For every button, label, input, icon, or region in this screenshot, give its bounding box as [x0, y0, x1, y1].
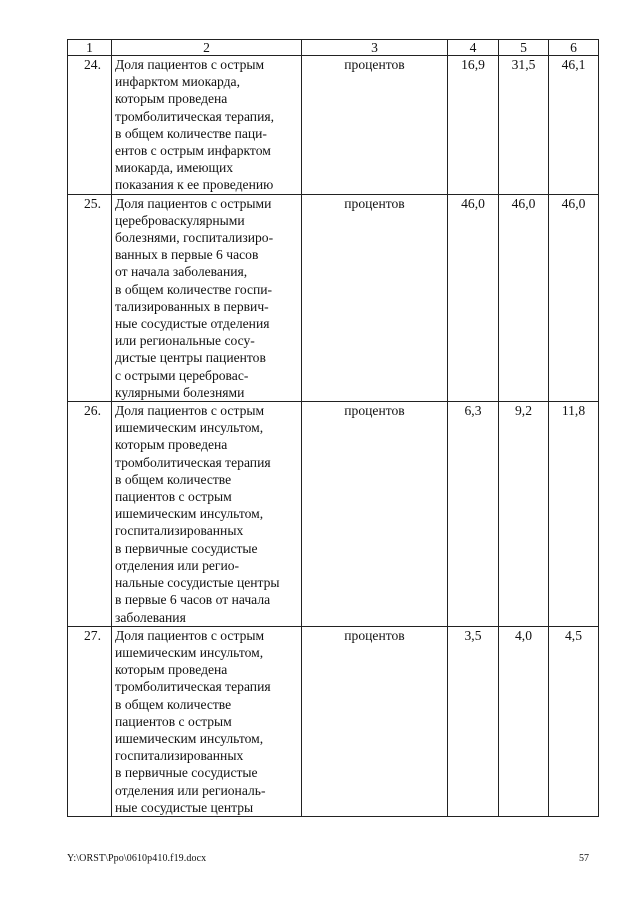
indicator-name-line: дистые центры пациентов — [115, 350, 266, 366]
indicator-name-line: в общем количестве госпи- — [115, 281, 273, 297]
indicator-name-line: которым проведена — [115, 91, 228, 107]
value-col4: 46,0 — [448, 194, 499, 401]
unit-cell: процентов — [302, 402, 448, 627]
indicator-name-line: в общем количестве — [115, 696, 232, 712]
indicator-name-line: ишемическим инсультом, — [115, 420, 264, 436]
value-col5: 9,2 — [499, 402, 549, 627]
indicator-name-line: ные сосудистые отделения — [115, 316, 270, 332]
indicator-name — [112, 56, 302, 195]
indicator-name-line: или региональные сосу- — [115, 333, 255, 349]
indicator-name-line: болезнями, госпитализиро- — [115, 230, 274, 246]
row-number: 27. — [68, 626, 112, 816]
indicator-name-line: пациентов с острым — [115, 713, 232, 729]
indicator-name-line: которым проведена — [115, 437, 228, 453]
table-row — [68, 56, 599, 195]
indicator-name-line: показания к ее проведению — [115, 177, 274, 193]
indicator-name-line: инфарктом миокарда, — [115, 74, 240, 90]
indicator-name-line: в общем количестве — [115, 471, 232, 487]
table-row — [68, 402, 599, 627]
indicator-name — [112, 194, 302, 401]
page-number: 57 — [579, 853, 589, 864]
indicator-name-line: в первичные сосудистые — [115, 765, 258, 781]
indicator-name-line: ишемическим инсультом, — [115, 644, 264, 660]
indicator-name-line: цереброваскулярными — [115, 212, 245, 228]
value-col4: 6,3 — [448, 402, 499, 627]
indicator-name-line: Доля пациентов с острым — [115, 627, 265, 643]
column-header-6: 6 — [549, 40, 599, 56]
row-number: 24. — [68, 56, 112, 195]
value-col6: 11,8 — [549, 402, 599, 627]
indicator-name-line: тромболитическая терапия — [115, 454, 271, 470]
indicator-name-line: Доля пациентов с острым — [115, 403, 265, 419]
value-col6: 4,5 — [549, 626, 599, 816]
indicator-name-line: в первичные сосудистые — [115, 540, 258, 556]
value-col6: 46,0 — [549, 194, 599, 401]
value-col6: 46,1 — [549, 56, 599, 195]
value-col4: 16,9 — [448, 56, 499, 195]
value-col5: 46,0 — [499, 194, 549, 401]
indicator-name — [112, 626, 302, 816]
indicator-name-line: тализированных в первич- — [115, 298, 269, 314]
indicator-name-line: кулярными болезнями — [115, 384, 245, 400]
unit-cell: процентов — [302, 56, 448, 195]
indicator-name-line: которым проведена — [115, 662, 228, 678]
table-row — [68, 194, 599, 401]
indicator-name-line: ентов с острым инфарктом — [115, 143, 271, 159]
indicator-name-line: ишемическим инсультом, — [115, 506, 264, 522]
column-header-5: 5 — [499, 40, 549, 56]
indicator-name-line: заболевания — [115, 609, 186, 625]
column-header-1: 1 — [68, 40, 112, 56]
value-col4: 3,5 — [448, 626, 499, 816]
column-header-4: 4 — [448, 40, 499, 56]
indicator-name-line: в первые 6 часов от начала — [115, 592, 271, 608]
indicator-name-line: отделения или региональ- — [115, 782, 266, 798]
value-col5: 31,5 — [499, 56, 549, 195]
column-header-3: 3 — [302, 40, 448, 56]
unit-cell: процентов — [302, 626, 448, 816]
indicator-name-line: пациентов с острым — [115, 489, 232, 505]
footer-file-path: Y:\ORST\Ppo\0610p410.f19.docx — [67, 853, 207, 864]
indicator-name-line: в общем количестве паци- — [115, 125, 267, 141]
column-header-2: 2 — [112, 40, 302, 56]
indicator-name-line: госпитализированных — [115, 748, 244, 764]
indicator-table — [67, 39, 599, 817]
indicator-name-line: от начала заболевания, — [115, 264, 248, 280]
indicator-name-line: нальные сосудистые центры — [115, 575, 280, 591]
unit-cell: процентов — [302, 194, 448, 401]
indicator-name-line: тромболитическая терапия, — [115, 108, 275, 124]
table-row — [68, 626, 599, 816]
indicator-name-line: отделения или регио- — [115, 557, 240, 573]
indicator-name-line: Доля пациентов с острым — [115, 57, 265, 72]
indicator-name-line: с острыми цереброваc- — [115, 367, 249, 383]
header-row — [68, 40, 599, 56]
indicator-name-line: ишемическим инсультом, — [115, 730, 264, 746]
indicator-name-line: ванных в первые 6 часов — [115, 247, 259, 263]
indicator-name-line: ные сосудистые центры — [115, 799, 254, 815]
row-number: 25. — [68, 194, 112, 401]
indicator-name-line: госпитализированных — [115, 523, 244, 539]
indicator-name — [112, 402, 302, 627]
value-col5: 4,0 — [499, 626, 549, 816]
indicator-name-line: миокарда, имеющих — [115, 160, 234, 176]
row-number: 26. — [68, 402, 112, 627]
indicator-name-line: тромболитическая терапия — [115, 679, 271, 695]
indicator-name-line: Доля пациентов с острыми — [115, 195, 272, 211]
